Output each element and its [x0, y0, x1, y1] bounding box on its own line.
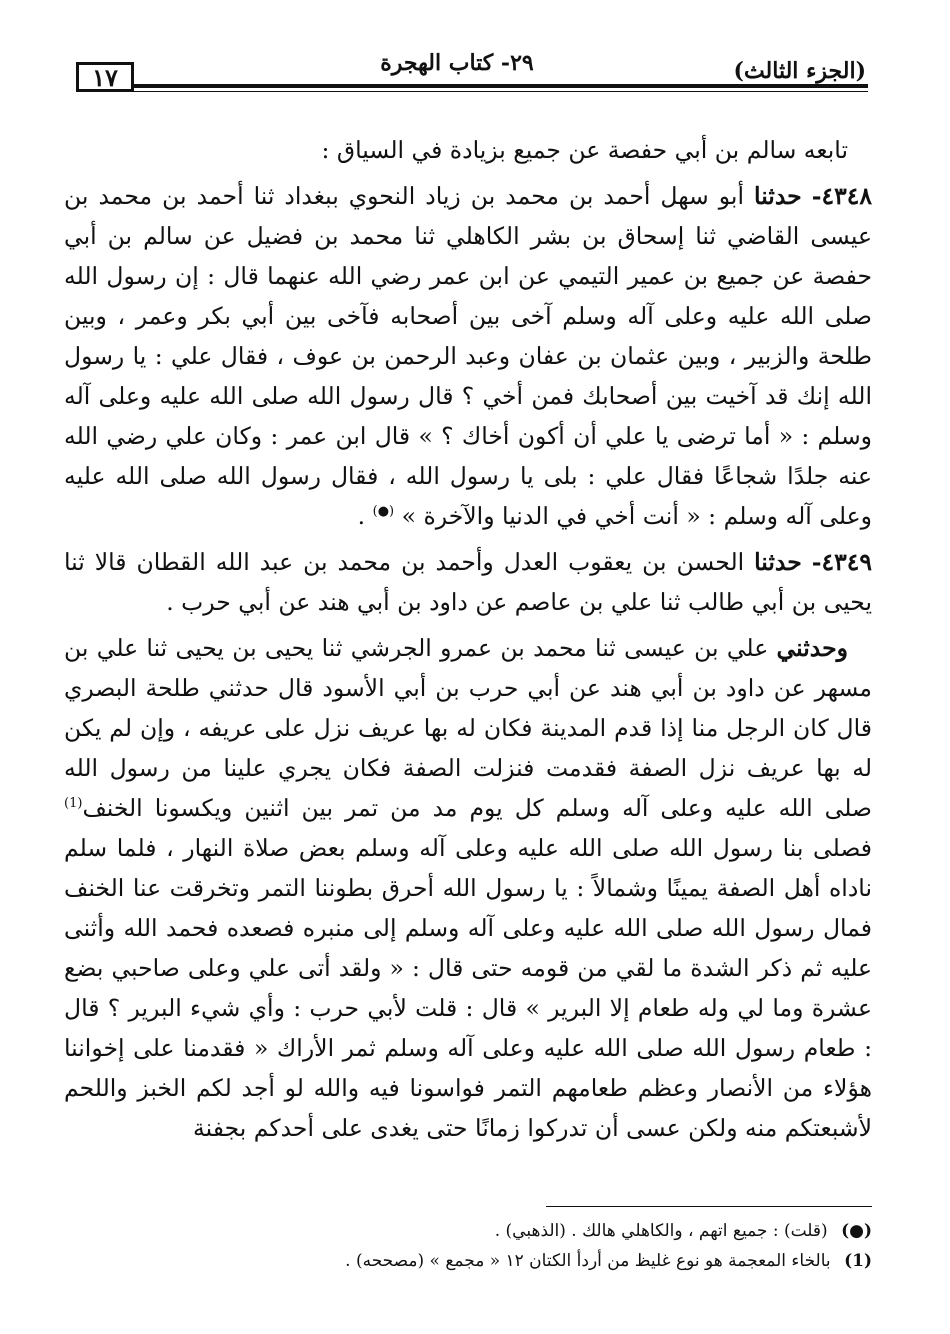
- hadith-number: ٤٣٤٩-: [811, 548, 872, 576]
- running-part: (الجزء الثالث): [733, 58, 866, 84]
- narration-lead: وحدثني: [776, 634, 848, 662]
- hadith-lead: حدثنا: [754, 548, 802, 576]
- footnote-item: [64, 1246, 872, 1276]
- running-title: ٢٩- كتاب الهجرة: [380, 50, 534, 76]
- header-rule-thin: [134, 91, 868, 92]
- hadith-text: أبو سهل أحمد بن محمد بن زياد النحوي ببغداد ثنا أحمد بن محمد بن عيسى القاضي ثنا إسحاق بن بشر الكاهلي ثنا محمد بن فضيل عن سالم بن أبي حفصة عن جميع بن عمير التيمي عن ابن عمر رضي الله عنهما قال : إن رسول الله صلى الله عليه وعلى آله وسلم آخى بين أصحابه فآخى بين أبي بكر وعمر ، وبين طلحة والزبير ، وبين عثمان بن عفان وعبد الرحمن بن عوف ، فقال علي : يا رسول الله إنك قد آخيت بين أصحابك فمن أخي ؟ قال رسول الله صلى الله عليه وعلى آله وسلم : « أما ترضى يا علي أن أكون أخاك ؟ » قال ابن عمر : وكان علي رضي الله عنه جلدًا شجاعًا فقال علي : بلى يا رسول الله ، فقال رسول الله صلى الله عليه وعلى آله وسلم : « أنت أخي في الدنيا والآخرة »: [64, 182, 872, 530]
- hadith-number: ٤٣٤٨-: [811, 182, 872, 210]
- hadith-text: الحسن بن يعقوب العدل وأحمد بن محمد بن عبد الله القطان قالا ثنا يحيى بن أبي طالب ثنا علي بن عاصم عن داود بن أبي هند عن أبي حرب .: [64, 548, 872, 616]
- footnote-ref-bullet: (●): [372, 504, 395, 520]
- hadith-4349: [64, 542, 872, 622]
- footnote-text: (قلت) : جميع اتهم ، والكاهلي هالك . (الذهبي) .: [494, 1221, 828, 1241]
- page-header: [72, 50, 868, 100]
- footnote-text: بالخاء المعجمة هو نوع غليظ من أردأ الكتان ١٢ « مجمع » (مصححه) .: [345, 1251, 831, 1271]
- footnote-mark: (●): [841, 1221, 872, 1241]
- main-text: [64, 130, 872, 1154]
- hadith-end: .: [357, 502, 366, 530]
- page-number: ١٧: [76, 62, 134, 92]
- narration-paragraph: [64, 628, 872, 1148]
- footnote-mark: (1): [844, 1251, 872, 1271]
- footnote-item: [64, 1216, 872, 1246]
- hadith-4348: [64, 176, 872, 536]
- hadith-lead: حدثنا: [754, 182, 802, 210]
- intro-line: تابعه سالم بن أبي حفصة عن جميع بزيادة في السياق :: [321, 136, 848, 164]
- footnotes: [64, 1216, 872, 1276]
- footnote-ref-1: (1): [64, 796, 83, 812]
- header-rule-thick: [134, 84, 868, 88]
- footnote-rule: [546, 1206, 872, 1207]
- narration-text-b: فصلى بنا رسول الله صلى الله عليه وعلى آله وسلم بعض صلاة النهار ، فلما سلم ناداه أهل الصفة يمينًا وشمالاً : يا رسول الله أحرق بطوننا التمر وتخرقت عنا الخنف فمال رسول الله صلى الله عليه وعلى آله وسلم إلى منبره فصعده فحمد الله وأثنى عليه ثم ذكر الشدة ما لقي من قومه حتى قال : « ولقد أتى علي وعلى صاحبي بضع عشرة وما لي وله طعام إلا البرير » قال : قلت لأبي حرب : وأي شيء البرير ؟ قال : طعام رسول الله صلى الله عليه وعلى آله وسلم ثمر الأراك « فقدمنا على إخواننا هؤلاء من الأنصار وعظم طعامهم التمر فواسونا فيه والله لو أجد لكم الخبز واللحم لأشبعتكم منه ولكن عسى أن تدركوا زمانًا حتى يغدى على أحدكم بجفنة: [64, 834, 872, 1142]
- narration-text-a: علي بن عيسى ثنا محمد بن عمرو الجرشي ثنا يحيى بن يحيى ثنا علي بن مسهر عن داود بن أبي هند عن أبي حرب بن أبي الأسود قال حدثني طلحة البصري قال كان الرجل منا إذا قدم المدينة فكان له بها عريف نزل على عريفه ، وإن لم يكن له بها عريف نزل الصفة فقدمت فنزلت الصفة فكان يجري علينا من رسول الله صلى الله عليه وعلى آله وسلم كل يوم مد من تمر بين اثنين ويكسونا الخنف: [64, 634, 872, 822]
